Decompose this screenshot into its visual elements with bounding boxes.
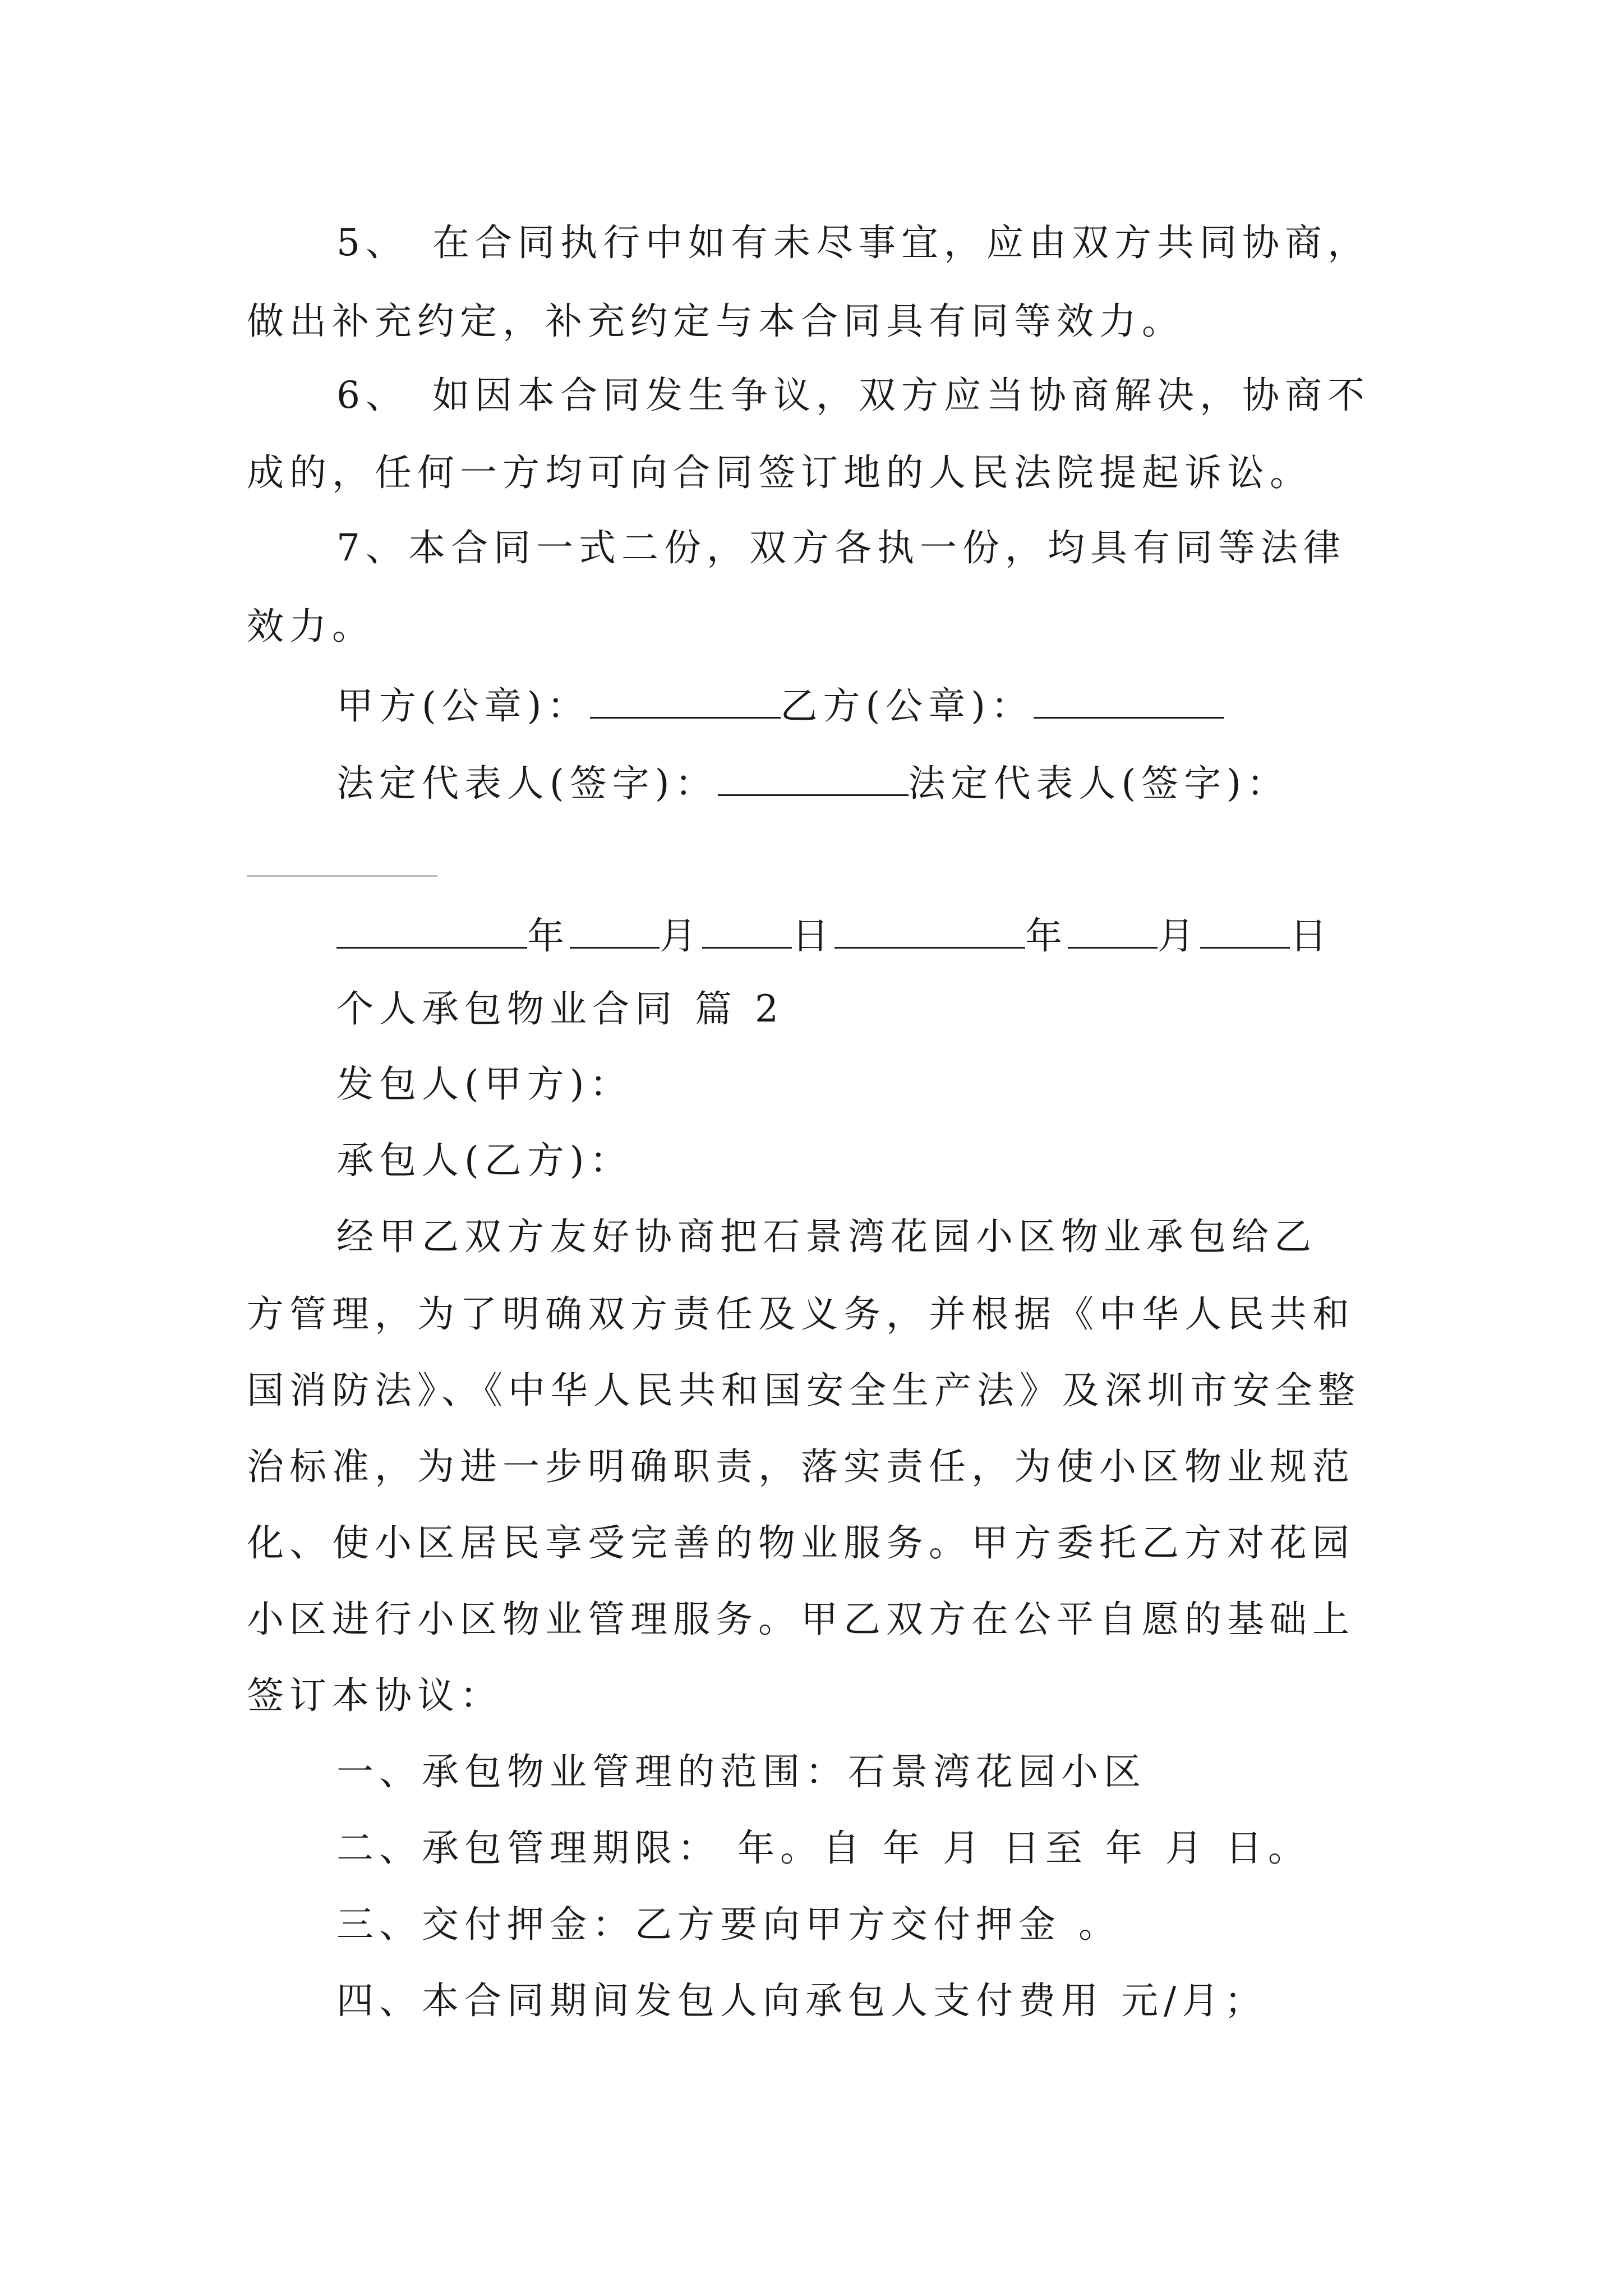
year-a-label: 年 (527, 914, 570, 958)
day-a-label: 日 (792, 914, 834, 958)
party-b-seal-blank[interactable] (1034, 684, 1224, 719)
clause-5-line-1: 5、 在合同执行中如有未尽事宜，应由双方共同协商， (336, 221, 1370, 264)
clause-7-line-2: 效力。 (247, 605, 375, 648)
rep-sign-a-blank[interactable] (718, 762, 909, 796)
intro-line: 治标准，为进一步明确职责，落实责任，为使小区物业规范 (247, 1445, 1355, 1488)
date-line (336, 914, 1332, 958)
intro-line: 小区进行小区物业管理服务。甲乙双方在公平自愿的基础上 (247, 1598, 1355, 1641)
employer-line: 发包人(甲方)： (336, 1062, 633, 1106)
party-a-seal-blank[interactable] (590, 684, 781, 719)
clause-term: 二、承包管理期限： 年。自 年 月 日至 年 月 日。 (336, 1826, 1311, 1870)
rep-sign-a-label: 法定代表人(签字)： (336, 762, 718, 805)
party-b-seal-label: 乙方(公章)： (780, 684, 1034, 728)
clause-7-line-1: 7、本合同一式二份，双方各执一份，均具有同等法律 (336, 526, 1346, 569)
intro-line: 方管理，为了明确双方责任及义务，并根据《中华人民共和 (247, 1292, 1355, 1336)
contractor-line: 承包人(乙方)： (336, 1139, 633, 1182)
clause-6-line-2: 成的，任何一方均可向合同签订地的人民法院提起诉讼。 (247, 451, 1312, 494)
clause-deposit: 三、交付押金：乙方要向甲方交付押金 。 (336, 1903, 1121, 1946)
rep-sign-line (336, 762, 1289, 805)
party-a-seal-label: 甲方(公章)： (336, 684, 590, 728)
day-b-label: 日 (1290, 914, 1332, 958)
month-a-label: 月 (660, 914, 702, 958)
day-b-blank[interactable] (1200, 914, 1290, 949)
month-b-blank[interactable] (1068, 914, 1158, 949)
month-b-label: 月 (1158, 914, 1200, 958)
year-a-blank[interactable] (336, 914, 527, 949)
clause-6-line-1: 6、 如因本合同发生争议，双方应当协商解决，协商不 (336, 374, 1370, 417)
clause-fee: 四、本合同期间发包人向承包人支付费用 元/月； (336, 1979, 1267, 2022)
rep-sign-b-label: 法定代表人(签字)： (908, 762, 1289, 805)
year-b-label: 年 (1025, 914, 1068, 958)
section-2-title: 个人承包物业合同 篇 2 (336, 987, 784, 1030)
clause-5-line-2: 做出补充约定，补充约定与本合同具有同等效力。 (247, 300, 1184, 343)
intro-line: 化、使小区居民享受完善的物业服务。甲方委托乙方对花园 (247, 1521, 1355, 1565)
day-a-blank[interactable] (702, 914, 792, 949)
rep-sign-b-blank[interactable] (247, 875, 437, 877)
intro-line: 签订本协议： (247, 1674, 502, 1717)
month-a-blank[interactable] (570, 914, 660, 949)
intro-line: 国消防法》、《中华人民共和国安全生产法》及深圳市安全整 (247, 1369, 1361, 1412)
seal-line (336, 684, 1224, 728)
year-b-blank[interactable] (834, 914, 1025, 949)
clause-scope: 一、承包物业管理的范围：石景湾花园小区 (336, 1750, 1146, 1793)
intro-line: 经甲乙双方友好协商把石景湾花园小区物业承包给乙 (336, 1215, 1317, 1258)
